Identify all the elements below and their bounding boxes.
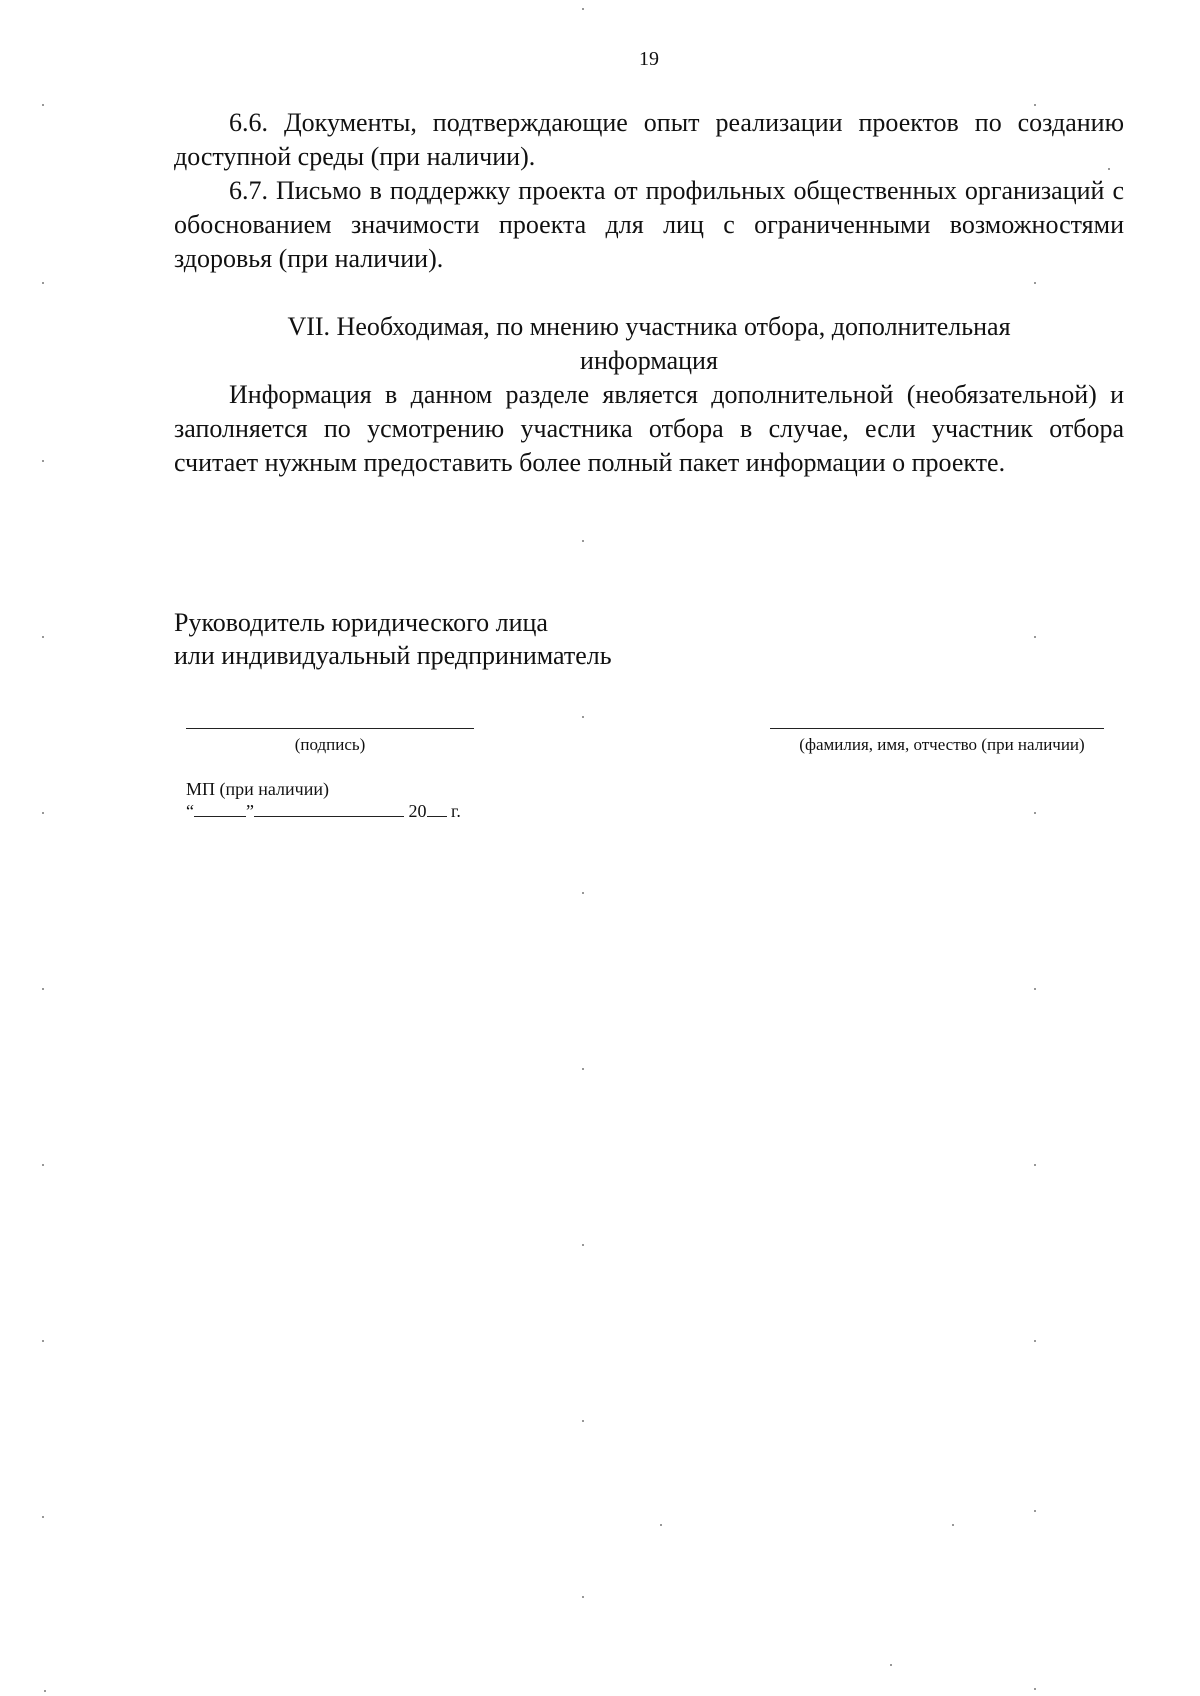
scan-speck (1108, 168, 1110, 170)
scan-speck (42, 988, 44, 990)
scan-speck (42, 1164, 44, 1166)
date-open-quote: “ (186, 801, 194, 821)
month-blank (254, 802, 404, 817)
item-6-7: 6.7. Письмо в поддержку проекта от профильных общественных организаций с обоснованием значимости проекта для лиц с ограниченными возможностями здоровья (при наличии). (174, 176, 1124, 273)
section-heading-line2: информация (580, 346, 718, 375)
scan-speck (582, 1596, 584, 1598)
day-blank (194, 802, 246, 817)
scan-speck (1034, 1688, 1036, 1690)
scan-speck (1034, 1340, 1036, 1342)
scan-speck (42, 1340, 44, 1342)
scan-speck (582, 892, 584, 894)
date-field (186, 800, 461, 822)
document-body (174, 106, 1124, 480)
scan-speck (1034, 636, 1036, 638)
scan-speck (890, 1664, 892, 1666)
scan-speck (660, 1524, 662, 1526)
scan-speck (1034, 1510, 1036, 1512)
year-prefix: 20 (408, 801, 427, 821)
date-close-quote: ” (246, 801, 254, 821)
page-number: 19 (639, 48, 659, 70)
scan-speck (1034, 1164, 1036, 1166)
signature-line (186, 728, 474, 729)
scan-speck (1034, 988, 1036, 990)
full-name-line (770, 728, 1104, 729)
scan-speck (1034, 812, 1036, 814)
scan-speck (42, 1516, 44, 1518)
scan-speck (42, 636, 44, 638)
scan-speck (42, 282, 44, 284)
section-heading (174, 310, 1124, 378)
stamp-label: МП (при наличии) (186, 779, 329, 799)
scan-speck (582, 1068, 584, 1070)
item-6-6: 6.6. Документы, подтверждающие опыт реализации проектов по созданию доступной среды (при наличии). (174, 108, 1124, 171)
scan-speck (582, 540, 584, 542)
section-body: Информация в данном разделе является дополнительной (необязательной) и заполняется по усмотрению участника отбора в случае, если участник отбора считает нужным предоставить более полный пакет информации о проекте. (174, 380, 1124, 477)
scan-speck (42, 460, 44, 462)
year-suffix: г. (451, 801, 461, 821)
scan-speck (952, 1524, 954, 1526)
scan-speck (44, 1690, 46, 1692)
signer-line1: Руководитель юридического лица (174, 608, 548, 637)
year-blank (427, 802, 447, 817)
signer-title (174, 606, 612, 672)
scan-speck (42, 812, 44, 814)
signature-caption: (подпись) (294, 735, 366, 754)
scan-speck (1034, 282, 1036, 284)
scan-speck (582, 716, 584, 718)
scan-speck (1034, 104, 1036, 106)
scan-speck (42, 104, 44, 106)
scan-speck (582, 1420, 584, 1422)
scan-speck (582, 8, 584, 10)
signer-line2: или индивидуальный предприниматель (174, 641, 612, 670)
full-name-caption: (фамилия, имя, отчество (при наличии) (799, 735, 1085, 754)
scan-speck (582, 1244, 584, 1246)
section-heading-line1: VII. Необходимая, по мнению участника отбора, дополнительная (287, 312, 1011, 341)
